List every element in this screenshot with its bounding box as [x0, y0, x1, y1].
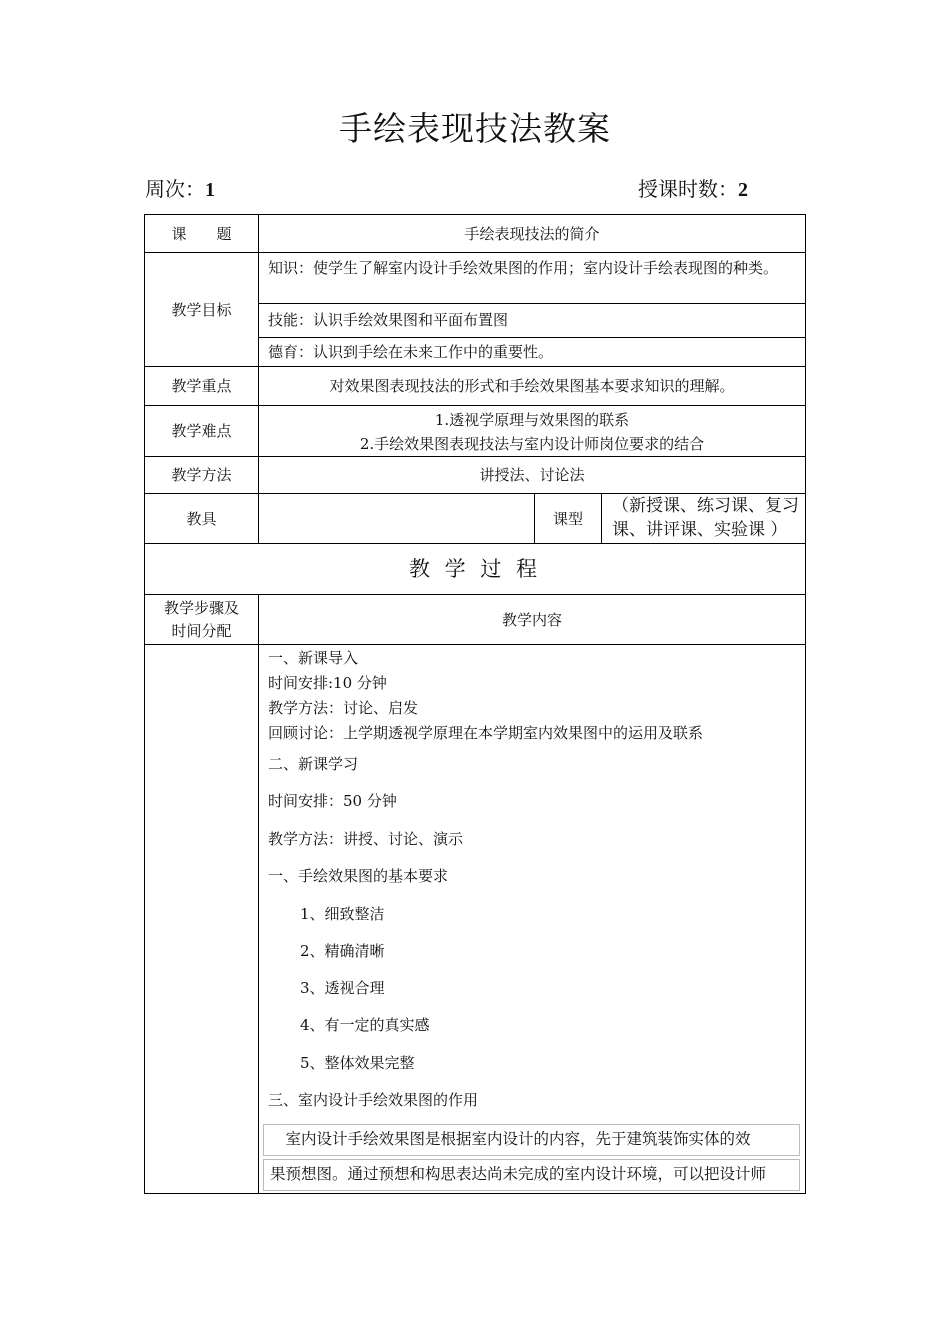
- goal-moral: 德育：认识到手绘在未来工作中的重要性。: [258, 337, 806, 367]
- week-info: [145, 173, 215, 202]
- difficulty-value: [258, 405, 806, 457]
- difficulty-label: 教学难点: [144, 405, 259, 457]
- content-line: 二、新课学习: [268, 755, 359, 773]
- key-label: 教学重点: [144, 366, 259, 406]
- hours-label: 授课时数：: [638, 177, 738, 201]
- hours-info: [638, 173, 748, 202]
- content-label: 教学内容: [258, 594, 806, 645]
- method-value: 讲授法、讨论法: [258, 456, 806, 494]
- hours-value: 2: [738, 179, 748, 201]
- goals-label: 教学目标: [144, 252, 259, 367]
- topic-label: 课 题: [144, 214, 259, 253]
- process-title: 教 学 过 程: [144, 543, 806, 595]
- goal-knowledge: 知识：使学生了解室内设计手绘效果图的作用；室内设计手绘表现图的种类。: [258, 252, 806, 304]
- content-line: 教学方法：讲授、讨论、演示: [268, 830, 464, 848]
- paragraph-line: 室内设计手绘效果图是根据室内设计的内容，先于建筑装饰实体的效: [263, 1124, 800, 1156]
- type-label: 课型: [534, 493, 602, 544]
- list-item: 3、透视合理: [300, 979, 385, 997]
- week-label: 周次：: [145, 177, 205, 201]
- week-value: 1: [205, 179, 215, 201]
- goal-skill: 技能：认识手绘效果图和平面布置图: [258, 303, 806, 338]
- content-line: 教学方法：讨论、启发: [268, 699, 419, 717]
- steps-label: 教学步骤及时间分配: [144, 594, 259, 645]
- list-item: 4、有一定的真实感: [300, 1016, 430, 1034]
- content-line: 一、手绘效果图的基本要求: [268, 867, 449, 885]
- list-item: 2、精确清晰: [300, 942, 385, 960]
- difficulty-item: 2.手绘效果图表现技法与室内设计师岗位要求的结合: [359, 435, 705, 453]
- content-line: 一、新课导入: [268, 649, 359, 667]
- tools-value: [258, 493, 535, 544]
- topic-value: 手绘表现技法的简介: [258, 214, 806, 253]
- list-item: 5、整体效果完整: [300, 1054, 415, 1072]
- paragraph-line: 果预想图。通过预想和构思表达尚未完成的室内设计环境，可以把设计师: [263, 1159, 800, 1191]
- tools-label: 教具: [144, 493, 259, 544]
- steps-cell: [144, 644, 259, 1194]
- document-title: 手绘表现技法教案: [339, 109, 611, 148]
- content-line: 时间安排：50 分钟: [268, 792, 397, 810]
- content-line: 时间安排:10 分钟: [268, 674, 387, 692]
- type-value: （新授课、练习课、复习课、讲评课、实验课 ）: [601, 493, 806, 544]
- list-item: 1、细致整洁: [300, 905, 385, 923]
- content-line: 三、室内设计手绘效果图的作用: [268, 1091, 479, 1109]
- key-value: 对效果图表现技法的形式和手绘效果图基本要求知识的理解。: [258, 366, 806, 406]
- difficulty-item: 1.透视学原理与效果图的联系: [434, 411, 630, 429]
- content-line: 回顾讨论：上学期透视学原理在本学期室内效果图中的运用及联系: [268, 724, 704, 742]
- method-label: 教学方法: [144, 456, 259, 494]
